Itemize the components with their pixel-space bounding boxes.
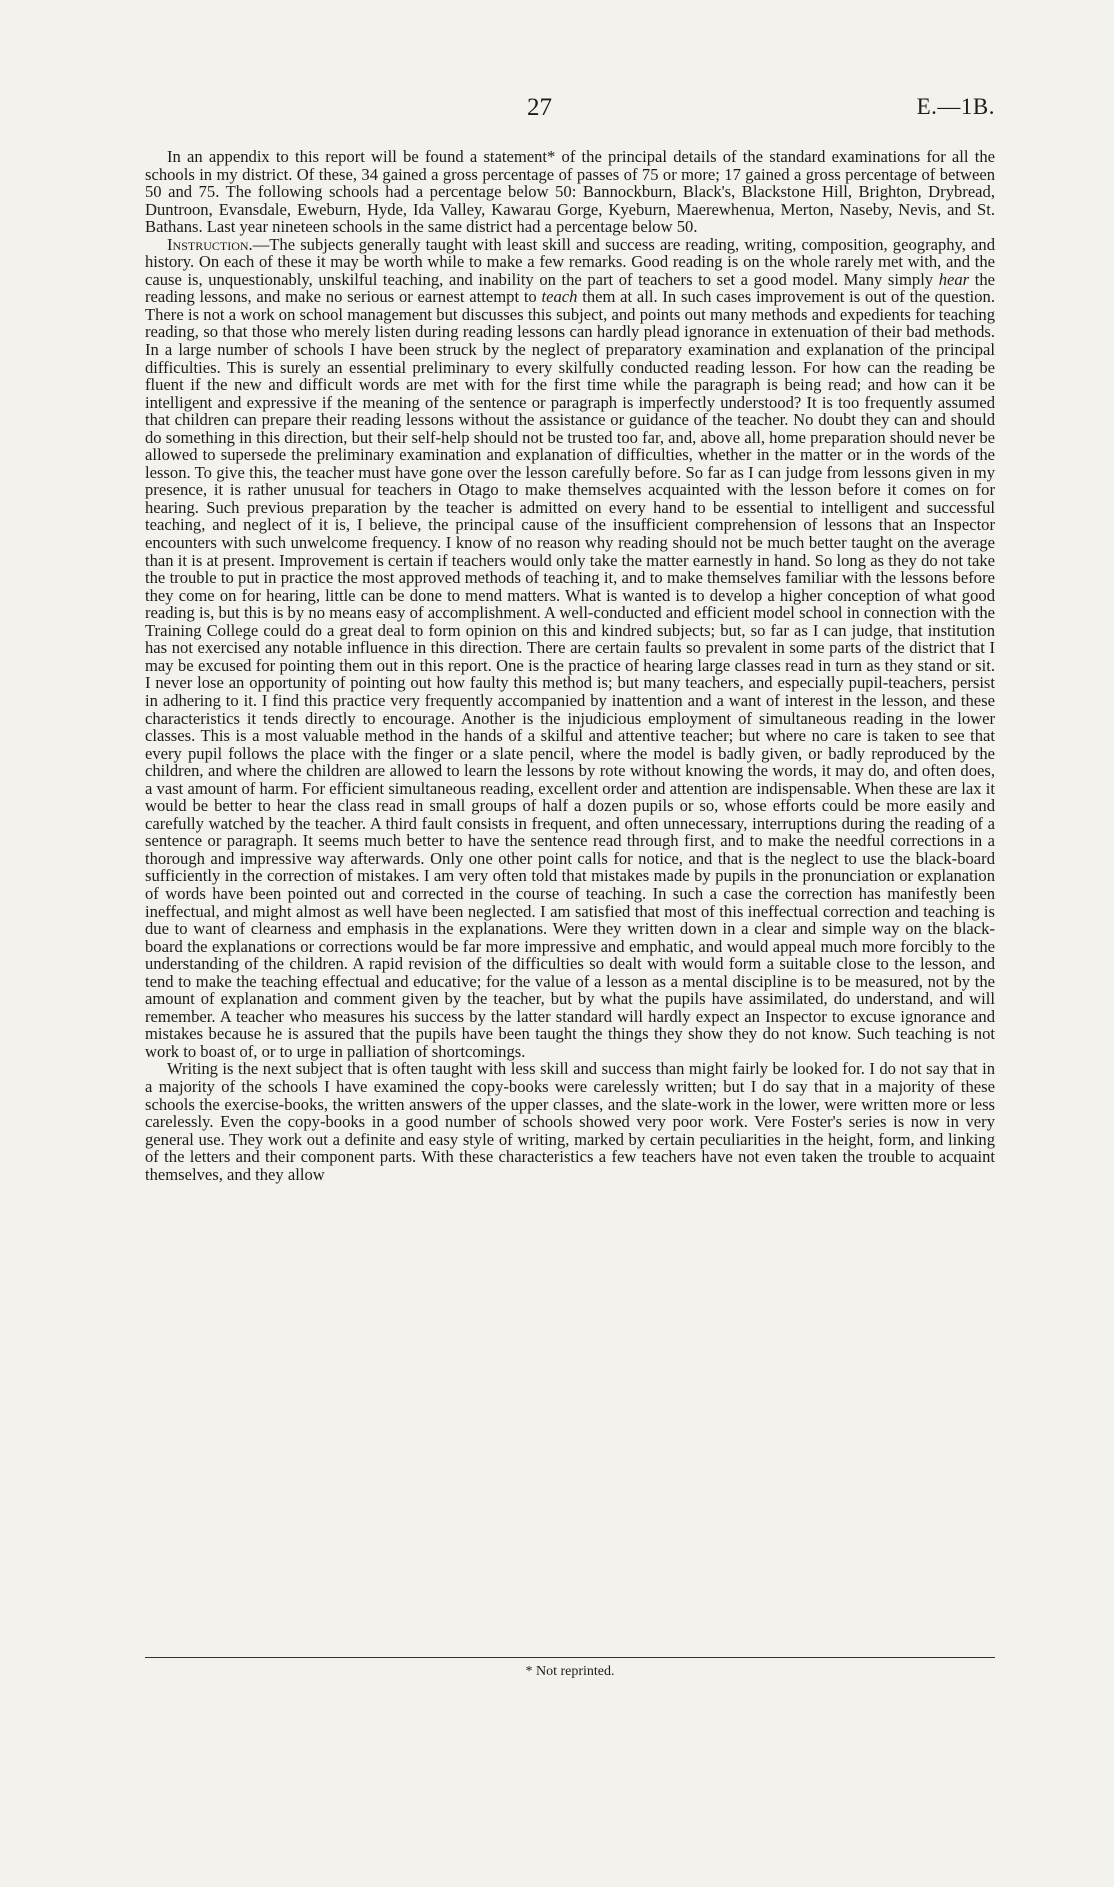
series-code: E.—1B. bbox=[916, 94, 995, 119]
page-number: 27 bbox=[527, 94, 552, 121]
paragraph-text: —The subjects generally taught with least skill and success are reading, writing, composition, geography, and history. On each of these it may be worth while to make a few remarks. Good reading is on the whole rarely met with, and the cause is, unquestionably, unskilful teaching, and inability on the part of teachers to set a good model. Many simply bbox=[145, 234, 995, 289]
paragraph-statistics: In an appendix to this report will be found a statement* of the principal details of the standard examinations for all the schools in my district. Of these, 34 gained a gross percentage of passes of 75 or more; 17 gained a gross percentage of between 50 and 75. The following schools had a percentage below 50: Bannockburn, Black's, Blackstone Hill, Brighton, Drybread, Duntroon, Evansdale, Eweburn, Hyde, Ida Valley, Kawarau Gorge, Kyeburn, Maerewhenua, Merton, Naseby, Nevis, and St. Bathans. Last year nineteen schools in the same district had a percentage below 50. bbox=[145, 147, 995, 237]
paragraph-instruction bbox=[145, 236, 995, 1061]
footnote-divider bbox=[145, 1657, 995, 1658]
footnote: * Not reprinted. bbox=[525, 1664, 615, 1679]
section-heading-instruction: Instruction. bbox=[167, 234, 253, 254]
emphasis-teach: teach bbox=[541, 287, 578, 307]
emphasis-hear: hear bbox=[938, 269, 970, 289]
paragraph-text: the reading lessons, and make no serious or earnest attempt to bbox=[145, 269, 995, 307]
paragraph-text: them at all. In such cases improvement is out of the question. There is not a work on school management but discusses this subject, and points out many methods and expedients for teaching reading, so that those who merely listen during reading lessons can hardly plead ignorance in extenuation of their bad methods. In a large number of schools I have been struck by the neglect of preparatory examination and explanation of the principal difficulties. This is surely an essential preliminary to every skilfully conducted reading lesson. For how can the reading be fluent if the new and difficult words are met with for the first time while the paragraph is being read; and how can it be intelligent and expressive if the meaning of the sentence or paragraph is imperfectly understood? It is too frequently assumed that children can prepare their reading lessons without the assistance or guidance of the teacher. No doubt they can and should do something in this direction, but their self-help should not be trusted too far, and, above all, home preparation should never be allowed to supersede the preliminary examination and explanation of difficulties, whether in the matter or in the words of the lesson. To give this, the teacher must have gone over the lesson carefully before. So far as I can judge from lessons given in my presence, it is rather unusual for teachers in Otago to make themselves acquainted with the lesson before it comes on for hearing. Such previous preparation by the teacher is admitted on every hand to be essential to intelligent and successful teaching, and neglect of it is, I believe, the principal cause of the insufficient comprehension of lessons that an Inspector encounters with such unwelcome frequency. I know of no reason why reading should not be much better taught on the average than it is at present. Improvement is certain if teachers would only take the matter earnestly in hand. So long as they do not take the trouble to put in practice the most approved methods of teaching it, and to make themselves familiar with the lessons before they come on for hearing, little can be done to mend matters. What is wanted is to develop a higher conception of what good reading is, but this is by no means easy of accomplishment. A well-conducted and efficient model school in connection with the Training College could do a great deal to form opinion on this and kindred subjects; but, so far as I can judge, that institution has not exercised any notable influence in this direction. There are certain faults so prevalent in some parts of the district that I may be excused for pointing them out in this report. One is the practice of hearing large classes read in turn as they stand or sit. I never lose an opportunity of pointing out how faulty this method is; but many teachers, and especially pupil-teachers, persist in adhering to it. I find this practice very frequently accompanied by inattention and a want of interest in the lesson, and these characteristics it tends directly to encourage. Another is the injudicious employment of simultaneous reading in the lower classes. This is a most valuable method in the hands of a skilful and attentive teacher; but where no care is taken to see that every pupil follows the place with the finger or a slate pencil, where the model is badly given, or badly reproduced by the children, and where the children are allowed to learn the lessons by rote without knowing the words, it may do, and often does, a vast amount of harm. For efficient simultaneous reading, excellent order and attention are indispensable. When these are lax it would be better to hear the class read in small groups of half a dozen pupils or so, whose efforts could be more easily and carefully watched by the teacher. A third fault consists in frequent, and often unnecessary, interruptions during the reading of a sentence or paragraph. It seems much better to have the sentence read through first, and to make the needful corrections in a thorough and impressive way afterwards. Only one other point calls for notice, and that is the neglect to use the black-board sufficiently in the correction of mistakes. I am very often told that mistakes made by pupils in the pronunciation or explanation of words have been pointed out and corrected in the course of teaching. In such a case the correction has manifestly been ineffectual, and might almost as well have been neglected. I am satisfied that most of this ineffectual correction and teaching is due to want of clearness and emphasis in the explanations. Were they written down in a clear and simple way on the black-board the explanations or corrections would be far more impressive and emphatic, and would appeal much more forcibly to the understanding of the children. A rapid revision of the difficulties so dealt with would form a suitable close to the lesson, and tend to make the teaching effectual and educative; for the value of a lesson as a mental discipline is to be measured, not by the amount of explanation and comment given by the teacher, but by what the pupils have assimilated, do understand, and will remember. A teacher who measures his success by the latter standard will hardly expect an Inspector to excuse ignorance and mistakes because he is assured that the pupils have been taught the things they show they do not know. Such teaching is not work to boast of, or to urge in palliation of shortcomings. bbox=[145, 287, 995, 1061]
body-text bbox=[145, 148, 995, 1183]
page-header bbox=[145, 94, 995, 130]
paragraph-writing: Writing is the next subject that is often taught with less skill and success than might fairly be looked for. I do not say that in a majority of the schools I have examined the copy-books were carelessly written; but I do say that in a majority of these schools the exercise-books, the written answers of the upper classes, and the slate-work in the lower, were written more or less carelessly. Even the copy-books in a good number of schools showed very poor work. Vere Foster's series is now in very general use. They work out a definite and easy style of writing, marked by certain peculiarities in the height, form, and linking of the letters and their component parts. With these characteristics a few teachers have not even taken the trouble to acquaint themselves, and they allow bbox=[145, 1059, 995, 1184]
